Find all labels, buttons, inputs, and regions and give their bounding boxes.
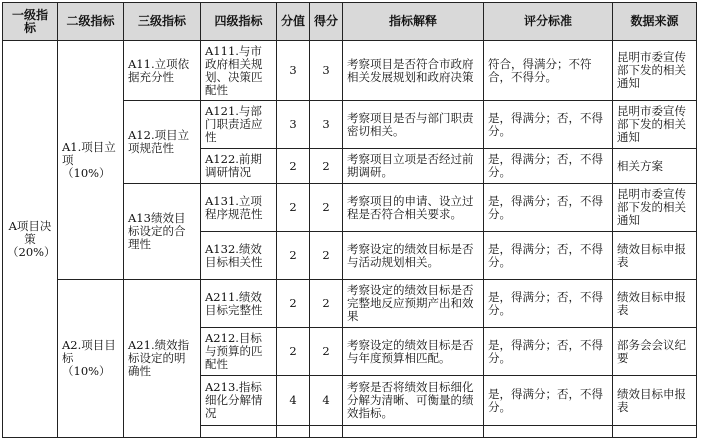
header-standard: 评分标准 — [484, 3, 613, 41]
score-cell: 4 — [277, 376, 310, 426]
header-row — [3, 3, 697, 41]
source-cell: 绩效目标申报表 — [613, 376, 697, 426]
explain-cell: 考察项目的申请、设立过程是否符合相关要求。 — [343, 184, 484, 232]
level4-cell: A131.立项程序规范性 — [201, 184, 277, 232]
level1-cell — [3, 41, 58, 438]
standard-cell: 是，得满分；否，不得分。 — [484, 376, 613, 426]
table-row — [3, 280, 697, 328]
header-source: 数据来源 — [613, 3, 697, 41]
header-level1: 一级指标 — [3, 3, 58, 41]
header-score: 分值 — [277, 3, 310, 41]
source-cell: 绩效目标申报表 — [613, 232, 697, 280]
header-level4: 四级指标 — [201, 3, 277, 41]
indicator-table — [2, 2, 697, 438]
level4-cell: A122.前期调研情况 — [201, 149, 277, 184]
source-cell: 绩效目标申报表 — [613, 280, 697, 328]
source-cell: 部务会会议纪要 — [613, 328, 697, 376]
got-cell: 3 — [310, 101, 343, 149]
source-cell: 昆明市委宣传部下发的相关通知 — [613, 184, 697, 232]
table-row — [3, 41, 697, 101]
header-got: 得分 — [310, 3, 343, 41]
level4-cell: A121.与部门职责适应性 — [201, 101, 277, 149]
header-level2: 二级指标 — [58, 3, 124, 41]
level2-cell — [58, 280, 124, 438]
got-cell: 3 — [310, 41, 343, 101]
explain-cell: 考察项目是否符合市政府相关发展规划和政府决策 — [343, 41, 484, 101]
score-cell: 2 — [277, 149, 310, 184]
got-cell: 2 — [310, 328, 343, 376]
score-cell: 2 — [277, 232, 310, 280]
got-cell: 2 — [310, 232, 343, 280]
header-explain: 指标解释 — [343, 3, 484, 41]
standard-cell: 是，得满分；否，不得分。 — [484, 328, 613, 376]
score-cell: 2 — [277, 280, 310, 328]
level2-name: A2.项目目标 — [62, 338, 116, 365]
level4-cell: A111.与市政府相关规划、决策匹配性 — [201, 41, 277, 101]
source-cell: 相关方案 — [613, 149, 697, 184]
level4-cell: A132.绩效目标相关性 — [201, 232, 277, 280]
level3-cell: A21.绩效指标设定的明确性 — [124, 280, 201, 438]
got-cell: 2 — [310, 184, 343, 232]
standard-cell: 是，得满分；否，不得分。 — [484, 232, 613, 280]
got-cell: 2 — [310, 149, 343, 184]
level1-pct: （20%） — [7, 244, 56, 259]
header-level3: 三级指标 — [124, 3, 201, 41]
standard-cell: 是，得满分；否，不得分。 — [484, 101, 613, 149]
score-cell: 3 — [277, 101, 310, 149]
level2-name: A1.项目立项 — [62, 139, 116, 167]
standard-cell: 符合，得满分；不符合，不得分。 — [484, 41, 613, 101]
score-cell: 3 — [277, 41, 310, 101]
level1-name: A项目决策 — [8, 218, 52, 246]
source-cell: 昆明市委宣传部下发的相关通知 — [613, 41, 697, 101]
level3-cell: A12.项目立项规范性 — [124, 101, 201, 184]
explain-cell: 考察设定的绩效目标是否与年度预算相匹配。 — [343, 328, 484, 376]
score-cell: 2 — [277, 184, 310, 232]
level4-cell: A213.指标细化分解情况 — [201, 376, 277, 426]
explain-cell: 考察项目是否与部门职责密切相关。 — [343, 101, 484, 149]
standard-cell: 是，得满分；否，不得分。 — [484, 280, 613, 328]
got-cell: 4 — [310, 376, 343, 426]
source-cell: 昆明市委宣传部下发的相关通知 — [613, 101, 697, 149]
level4-cell: A211.绩效目标完整性 — [201, 280, 277, 328]
standard-cell: 是，得满分；否，不得分。 — [484, 149, 613, 184]
level3-cell: A13绩效目标设定的合理性 — [124, 184, 201, 280]
level3-cell: A11.立项依据充分性 — [124, 41, 201, 101]
level2-pct: （10%） — [62, 364, 111, 378]
explain-cell: 考察是否将绩效目标细化分解为清晰、可衡量的绩效指标。 — [343, 376, 484, 426]
explain-cell: 考察设定的绩效目标是否与活动规划相关。 — [343, 232, 484, 280]
level2-cell — [58, 41, 124, 280]
got-cell: 2 — [310, 280, 343, 328]
level4-cell: A212.目标与预算的匹配性 — [201, 328, 277, 376]
level2-pct: （10%） — [62, 165, 111, 180]
explain-cell: 考察项目立项是否经过前期调研。 — [343, 149, 484, 184]
standard-cell: 是，得满分；否，不得分。 — [484, 184, 613, 232]
explain-cell: 考察设定的绩效目标是否完整地反应预期产出和效果 — [343, 280, 484, 328]
score-cell: 2 — [277, 328, 310, 376]
